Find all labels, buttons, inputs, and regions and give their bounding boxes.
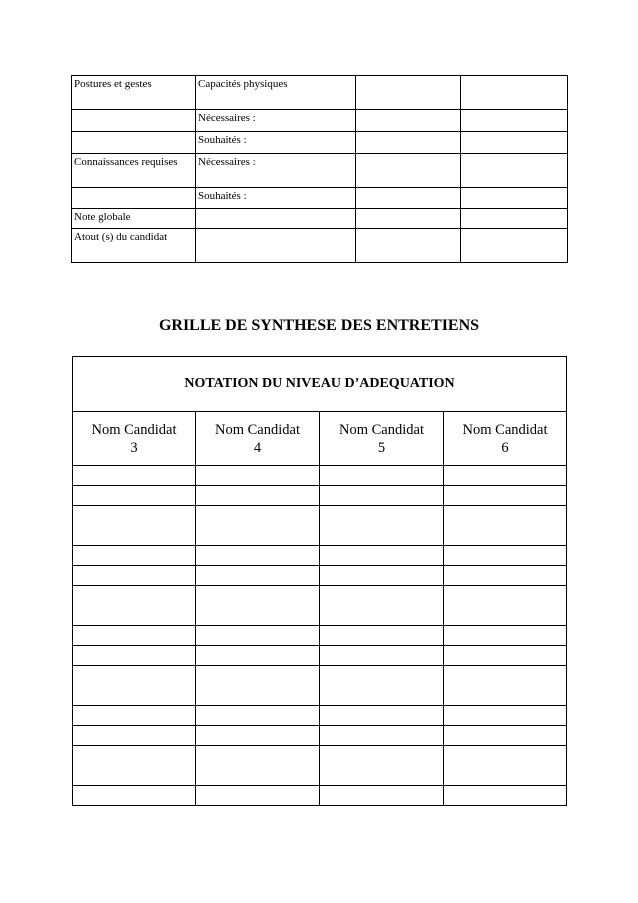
criteria-sub: Nécessaires : — [196, 154, 356, 188]
criteria-label: Atout (s) du candidat — [72, 229, 196, 263]
table-row — [73, 586, 567, 626]
table-cell[interactable] — [444, 626, 567, 646]
candidate-number: 5 — [377, 439, 386, 456]
table-cell[interactable] — [196, 746, 320, 786]
criteria-label: Note globale — [72, 209, 196, 229]
criteria-sub: Nécessaires : — [196, 110, 356, 132]
criteria-table — [71, 75, 568, 263]
candidate-number: 6 — [501, 439, 509, 456]
table-cell[interactable] — [73, 506, 196, 546]
criteria-row-souhaites — [72, 132, 568, 154]
table-cell[interactable] — [73, 746, 196, 786]
table-cell[interactable] — [320, 506, 444, 546]
notation-header-row — [73, 357, 567, 412]
candidate-name: Nom Candidat — [462, 421, 548, 438]
table-cell[interactable] — [444, 466, 567, 486]
table-cell[interactable] — [444, 566, 567, 586]
table-cell[interactable] — [196, 486, 320, 506]
table-cell[interactable] — [444, 506, 567, 546]
criteria-sub — [196, 209, 356, 229]
synthesis-table — [72, 356, 567, 806]
criteria-label — [72, 110, 196, 132]
candidate-name: Nom Candidat — [215, 421, 300, 438]
criteria-cell[interactable] — [356, 110, 461, 132]
criteria-label — [72, 132, 196, 154]
candidate-header-row — [73, 412, 567, 466]
candidate-number: 3 — [130, 439, 138, 456]
table-cell[interactable] — [196, 786, 320, 806]
table-cell[interactable] — [196, 706, 320, 726]
candidate-header-6 — [444, 412, 567, 466]
table-cell[interactable] — [444, 726, 567, 746]
criteria-row-atout — [72, 229, 568, 263]
criteria-cell[interactable] — [356, 132, 461, 154]
table-cell[interactable] — [444, 546, 567, 566]
table-cell[interactable] — [73, 626, 196, 646]
criteria-cell[interactable] — [461, 132, 568, 154]
candidate-header-5 — [320, 412, 444, 466]
candidate-header-3 — [73, 412, 196, 466]
criteria-cell[interactable] — [461, 229, 568, 263]
table-row — [73, 646, 567, 666]
table-cell[interactable] — [444, 586, 567, 626]
criteria-cell[interactable] — [356, 188, 461, 209]
table-cell[interactable] — [320, 726, 444, 746]
criteria-cell[interactable] — [356, 76, 461, 110]
criteria-cell[interactable] — [461, 188, 568, 209]
table-row — [73, 546, 567, 566]
table-cell[interactable] — [444, 706, 567, 726]
table-cell[interactable] — [320, 666, 444, 706]
criteria-sub: Souhaités : — [196, 188, 356, 209]
table-cell[interactable] — [73, 706, 196, 726]
candidate-name: Nom Candidat — [339, 421, 424, 438]
table-cell[interactable] — [320, 566, 444, 586]
candidate-name: Nom Candidat — [91, 421, 177, 438]
table-cell[interactable] — [73, 586, 196, 626]
table-cell[interactable] — [320, 626, 444, 646]
criteria-sub — [196, 229, 356, 263]
table-cell[interactable] — [73, 486, 196, 506]
criteria-row-note-globale — [72, 209, 568, 229]
table-row — [73, 566, 567, 586]
table-cell[interactable] — [320, 486, 444, 506]
table-row — [73, 666, 567, 706]
criteria-row-postures — [72, 76, 568, 110]
criteria-cell[interactable] — [356, 229, 461, 263]
criteria-row-necessaires — [72, 110, 568, 132]
table-cell[interactable] — [196, 566, 320, 586]
criteria-row-souhaites-2 — [72, 188, 568, 209]
table-cell[interactable] — [320, 706, 444, 726]
table-cell[interactable] — [73, 786, 196, 806]
criteria-sub: Souhaités : — [196, 132, 356, 154]
criteria-cell[interactable] — [356, 154, 461, 188]
table-cell[interactable] — [320, 466, 444, 486]
criteria-cell[interactable] — [461, 154, 568, 188]
table-cell[interactable] — [196, 506, 320, 546]
table-cell[interactable] — [73, 666, 196, 706]
table-cell[interactable] — [320, 546, 444, 566]
candidate-number: 4 — [253, 439, 262, 456]
table-cell[interactable] — [73, 726, 196, 746]
table-cell[interactable] — [196, 646, 320, 666]
table-cell[interactable] — [73, 466, 196, 486]
table-cell[interactable] — [444, 486, 567, 506]
table-cell[interactable] — [196, 546, 320, 566]
criteria-label: Postures et gestes — [72, 76, 196, 110]
table-row — [73, 506, 567, 546]
candidate-header-4 — [196, 412, 320, 466]
table-row — [73, 466, 567, 486]
criteria-label: Connaissances requises — [72, 154, 196, 188]
table-cell[interactable] — [196, 666, 320, 706]
criteria-label — [72, 188, 196, 209]
criteria-cell[interactable] — [356, 209, 461, 229]
table-row — [73, 706, 567, 726]
table-row — [73, 486, 567, 506]
table-row — [73, 746, 567, 786]
criteria-sub: Capacités physiques — [196, 76, 356, 110]
table-cell[interactable] — [320, 646, 444, 666]
notation-header: NOTATION DU NIVEAU D’ADEQUATION — [73, 357, 567, 412]
table-cell[interactable] — [320, 586, 444, 626]
table-cell[interactable] — [444, 646, 567, 666]
table-cell[interactable] — [73, 546, 196, 566]
synthesis-title: GRILLE DE SYNTHESE DES ENTRETIENS — [158, 317, 480, 334]
table-cell[interactable] — [196, 466, 320, 486]
table-row — [73, 786, 567, 806]
table-cell[interactable] — [320, 746, 444, 786]
table-cell[interactable] — [444, 786, 567, 806]
criteria-cell[interactable] — [461, 110, 568, 132]
table-cell[interactable] — [73, 646, 196, 666]
table-cell[interactable] — [444, 666, 567, 706]
table-cell[interactable] — [196, 726, 320, 746]
table-cell[interactable] — [196, 626, 320, 646]
criteria-row-connaissances — [72, 154, 568, 188]
table-cell[interactable] — [73, 566, 196, 586]
table-cell[interactable] — [320, 786, 444, 806]
table-row — [73, 626, 567, 646]
criteria-cell[interactable] — [461, 209, 568, 229]
table-cell[interactable] — [444, 746, 567, 786]
table-cell[interactable] — [196, 586, 320, 626]
criteria-cell[interactable] — [461, 76, 568, 110]
table-row — [73, 726, 567, 746]
